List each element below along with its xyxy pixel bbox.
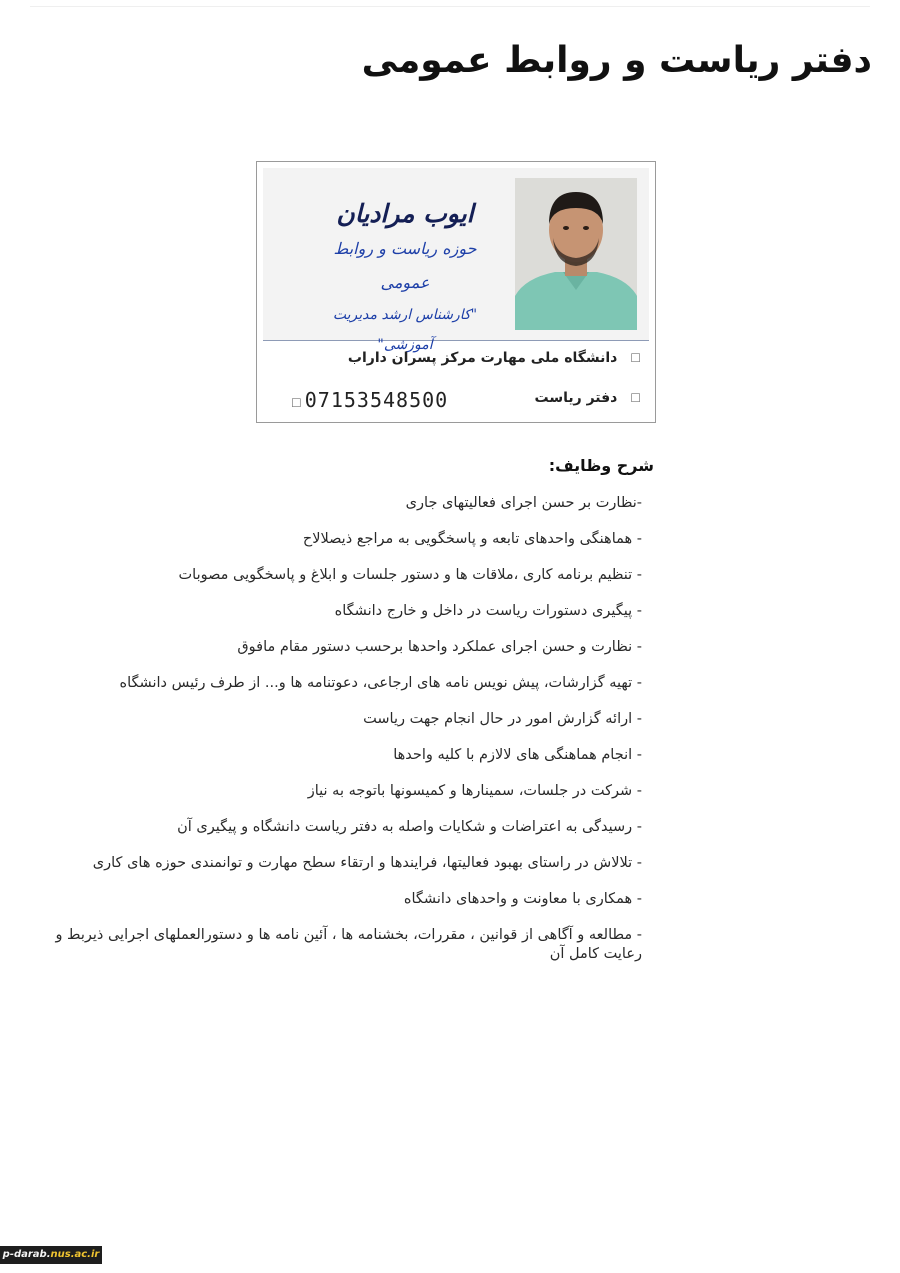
top-divider bbox=[30, 6, 870, 7]
list-item: - هماهنگی واحدهای تابعه و پاسخگویی به مراجع ذیصلالاح bbox=[302, 531, 642, 547]
list-item: - شرکت در جلسات، سمینارها و کمیسونها باتوجه به نیاز bbox=[307, 783, 642, 799]
site-watermark bbox=[0, 1246, 102, 1264]
signature-block bbox=[307, 196, 503, 353]
list-item: - تنظیم برنامه کاری ،ملاقات ها و دستور جلسات و ابلاغ و پاسخگویی مصوبات bbox=[178, 567, 642, 583]
checkbox-icon: ☐ bbox=[630, 391, 641, 405]
site-prefix: p-darab. bbox=[2, 1249, 51, 1260]
list-item: - همکاری با معاونت و واحدهای دانشگاه bbox=[403, 891, 642, 907]
list-item: - تهیه گزارشات، پیش نویس نامه های ارجاعی، دعوتنامه ها و... از طرف رئیس دانشگاه bbox=[119, 675, 642, 691]
list-item: - پیگیری دستورات ریاست در داخل و خارج دانشگاه bbox=[334, 603, 642, 619]
list-item: - ارائه گزارش امور در حال انجام جهت ریاست bbox=[363, 711, 642, 727]
list-item: - مطالعه و آگاهی از قوانین ، مقررات، بخشنامه ها ، آئین نامه ها و دستورالعملهای اجرایی ذیربط و رعایت کامل آن bbox=[55, 927, 642, 962]
list-item: - رسیدگی به اعتراضات و شکایات واصله به دفتر ریاست دانشگاه و پیگیری آن bbox=[177, 819, 642, 835]
checkbox-icon: ☐ bbox=[291, 396, 303, 410]
phone-number bbox=[291, 388, 448, 412]
office-name: دفتر ریاست bbox=[534, 390, 618, 406]
duties-heading: شرح وظایف: bbox=[548, 456, 654, 475]
list-item: - نظارت و حسن اجرای عملکرد واحدها برحسب دستور مقام مافوق bbox=[237, 639, 642, 655]
duties-list bbox=[22, 494, 642, 981]
page-title: دفتر ریاست و روابط عمومی bbox=[361, 40, 872, 81]
list-item: - تلالاش در راستای بهبود فعالیتها، فرایندها و ارتقاء سطح مهارت و توانمندی حوزه های کاری bbox=[92, 855, 642, 871]
checkbox-icon: ☐ bbox=[630, 351, 641, 365]
site-accent: nus.ac.ir bbox=[50, 1249, 100, 1260]
phone-value: 07153548500 bbox=[304, 388, 449, 412]
contact-card bbox=[256, 161, 656, 423]
signature-department: حوزه ریاست و روابط عمومی bbox=[333, 239, 477, 292]
list-item: -نظارت بر حسن اجرای فعالیتهای جاری bbox=[405, 495, 642, 511]
university-row bbox=[271, 350, 641, 366]
university-name: دانشگاه ملی مهارت مرکز پسران داراب bbox=[347, 350, 618, 366]
signature-degree: "کارشناس ارشد مدیریت آموزشی" bbox=[332, 307, 478, 353]
list-item: - انجام هماهنگی های لالازم با کلیه واحدها bbox=[393, 747, 642, 763]
contact-card-header bbox=[263, 168, 649, 353]
signature-name: ایوب مرادیان bbox=[336, 199, 474, 228]
profile-photo-icon bbox=[515, 178, 637, 330]
